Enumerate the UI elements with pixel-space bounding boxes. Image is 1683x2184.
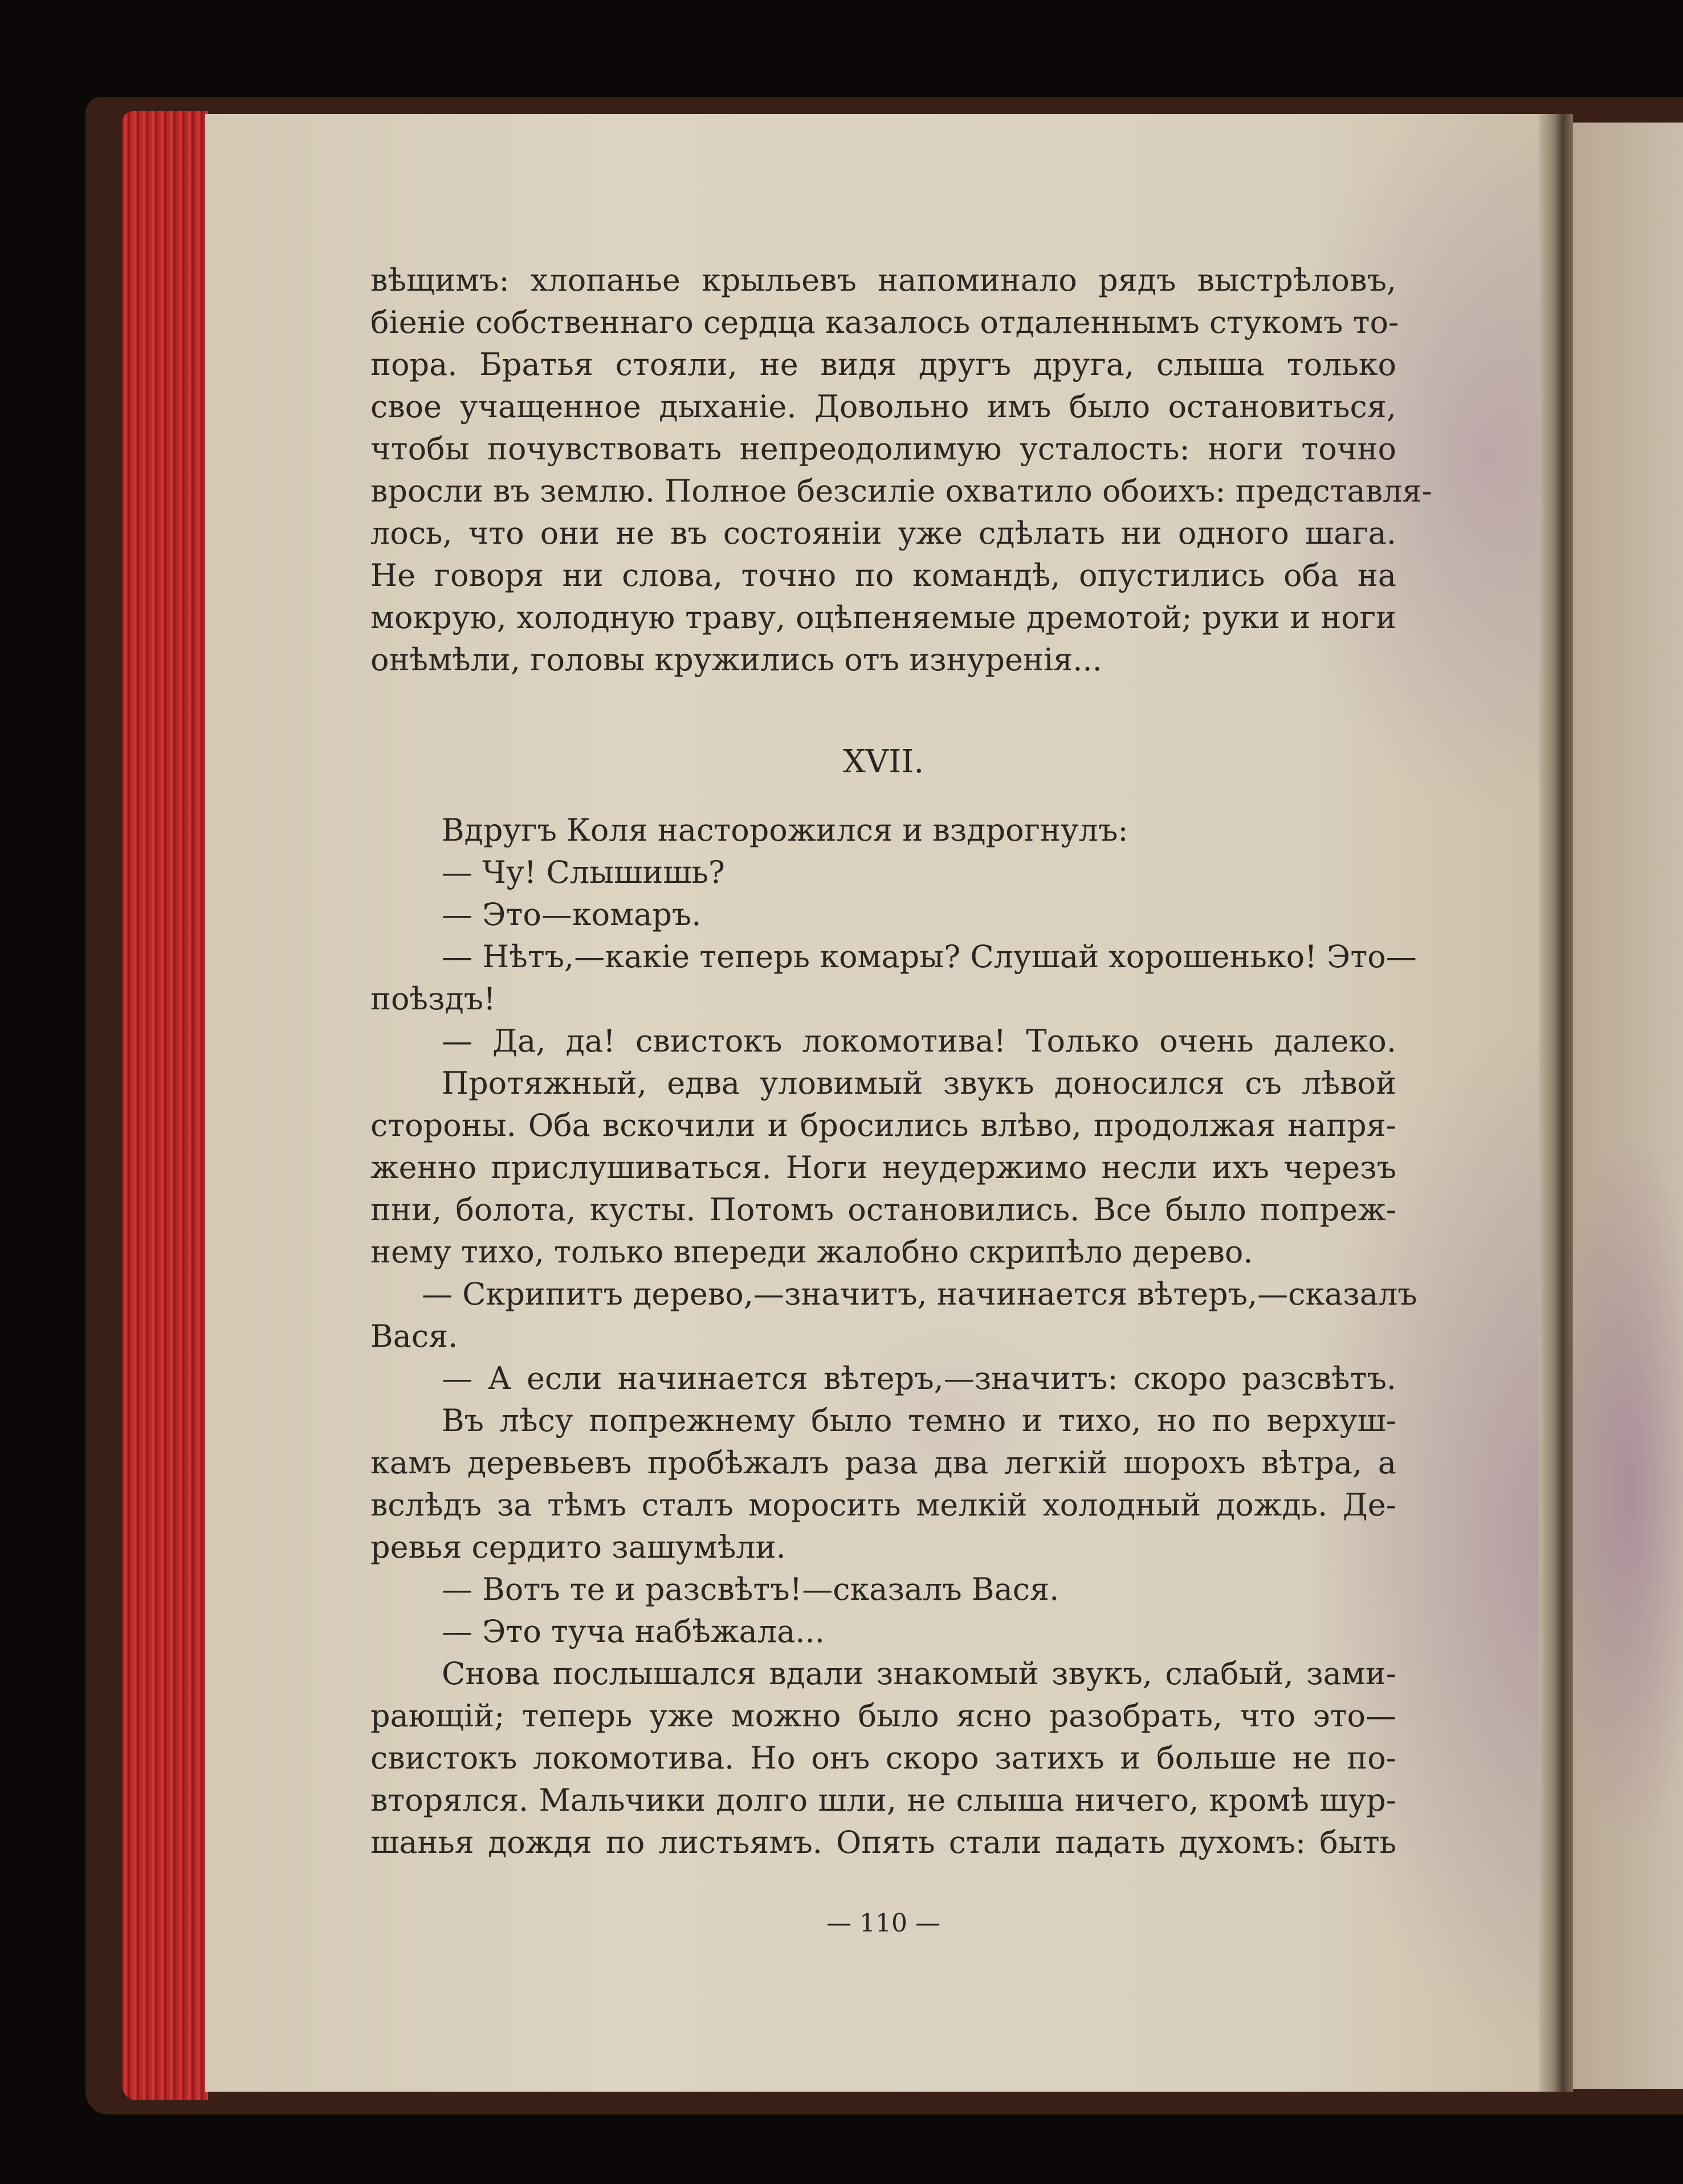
text-line: рающій; теперь уже можно было ясно разобрать, что это—	[370, 1698, 1396, 1734]
text-line: — А если начинается вѣтеръ,—значитъ: скоро разсвѣтъ.	[442, 1360, 1396, 1396]
text-line: камъ деревьевъ пробѣжалъ раза два легкій шорохъ вѣтра, а	[370, 1445, 1396, 1481]
text-line: поѣздъ!	[370, 981, 496, 1017]
book-gutter	[1539, 114, 1573, 2092]
text-line: чтобы почувствовать непреодолимую усталость: ноги точно	[370, 431, 1396, 467]
page-number: — 110 —	[826, 1909, 940, 1938]
text-line: Протяжный, едва уловимый звукъ доносился съ лѣвой	[442, 1065, 1396, 1101]
text-line: вторялся. Мальчики долго шли, не слыша ничего, кромѣ шур-	[370, 1782, 1396, 1818]
text-line: шанья дождя по листьямъ. Опять стали падать духомъ: быть	[370, 1824, 1396, 1860]
chapter-body	[370, 809, 1417, 1864]
text-line: нему тихо, только впереди жалобно скрипѣло дерево.	[370, 1234, 1253, 1270]
chapter-heading: XVII.	[842, 743, 924, 780]
right-page-edge	[1573, 123, 1683, 2089]
text-line: — Это—комаръ.	[442, 897, 702, 932]
top-paragraph	[370, 259, 1432, 681]
text-line: вслѣдъ за тѣмъ сталъ моросить мелкій холодный дождь. Де-	[370, 1487, 1396, 1523]
text-line: вросли въ землю. Полное безсиліе охватило обоихъ: представля-	[370, 473, 1432, 509]
text-line: стороны. Оба вскочили и бросились влѣво, продолжая напря-	[370, 1107, 1396, 1143]
text-line: — Нѣтъ,—какіе теперь комары? Слушай хорошенько! Это—	[442, 939, 1417, 975]
text-line: ревья сердито зашумѣли.	[370, 1529, 786, 1565]
text-line: пора. Братья стояли, не видя другъ друга, слыша только	[370, 347, 1396, 382]
text-line: Не говоря ни слова, точно по командѣ, опустились оба на	[370, 557, 1396, 593]
text-line: свое учащенное дыханіе. Довольно имъ было остановиться,	[370, 389, 1396, 425]
text-line: Вдругъ Коля насторожился и вздрогнулъ:	[442, 812, 1128, 848]
text-line: свистокъ локомотива. Но онъ скоро затихъ и больше не по-	[370, 1740, 1396, 1776]
text-line: — Это туча набѣжала...	[442, 1613, 825, 1649]
text-line: Въ лѣсу попрежнему было темно и тихо, но по верхуш-	[442, 1403, 1396, 1439]
text-line: — Вотъ те и разсвѣтъ!—сказалъ Вася.	[442, 1571, 1059, 1607]
text-line: — Чу! Слышишь?	[442, 854, 725, 890]
text-line: біеніе собственнаго сердца казалось отдаленнымъ стукомъ то-	[370, 304, 1399, 340]
text-line: женно прислушиваться. Ноги неудержимо несли ихъ черезъ	[370, 1150, 1396, 1185]
text-line: — Скрипитъ дерево,—значитъ, начинается вѣтеръ,—сказалъ	[422, 1276, 1417, 1312]
text-line: онѣмѣли, головы кружились отъ изнуренія...	[370, 642, 1102, 678]
text-line: вѣщимъ: хлопанье крыльевъ напоминало рядъ выстрѣловъ,	[370, 262, 1396, 298]
text-line: Снова послышался вдали знакомый звукъ, слабый, зами-	[442, 1656, 1396, 1692]
red-page-edges	[123, 111, 208, 2100]
text-line: лось, что они не въ состояніи уже сдѣлать ни одного шага.	[370, 515, 1396, 551]
text-line: Вася.	[370, 1318, 458, 1354]
text-line: пни, болота, кусты. Потомъ остановились. Все было попреж-	[370, 1192, 1396, 1228]
text-line: — Да, да! свистокъ локомотива! Только очень далеко.	[442, 1023, 1396, 1059]
text-line: мокрую, холодную траву, оцѣпеняемые дремотой; руки и ноги	[370, 600, 1396, 635]
